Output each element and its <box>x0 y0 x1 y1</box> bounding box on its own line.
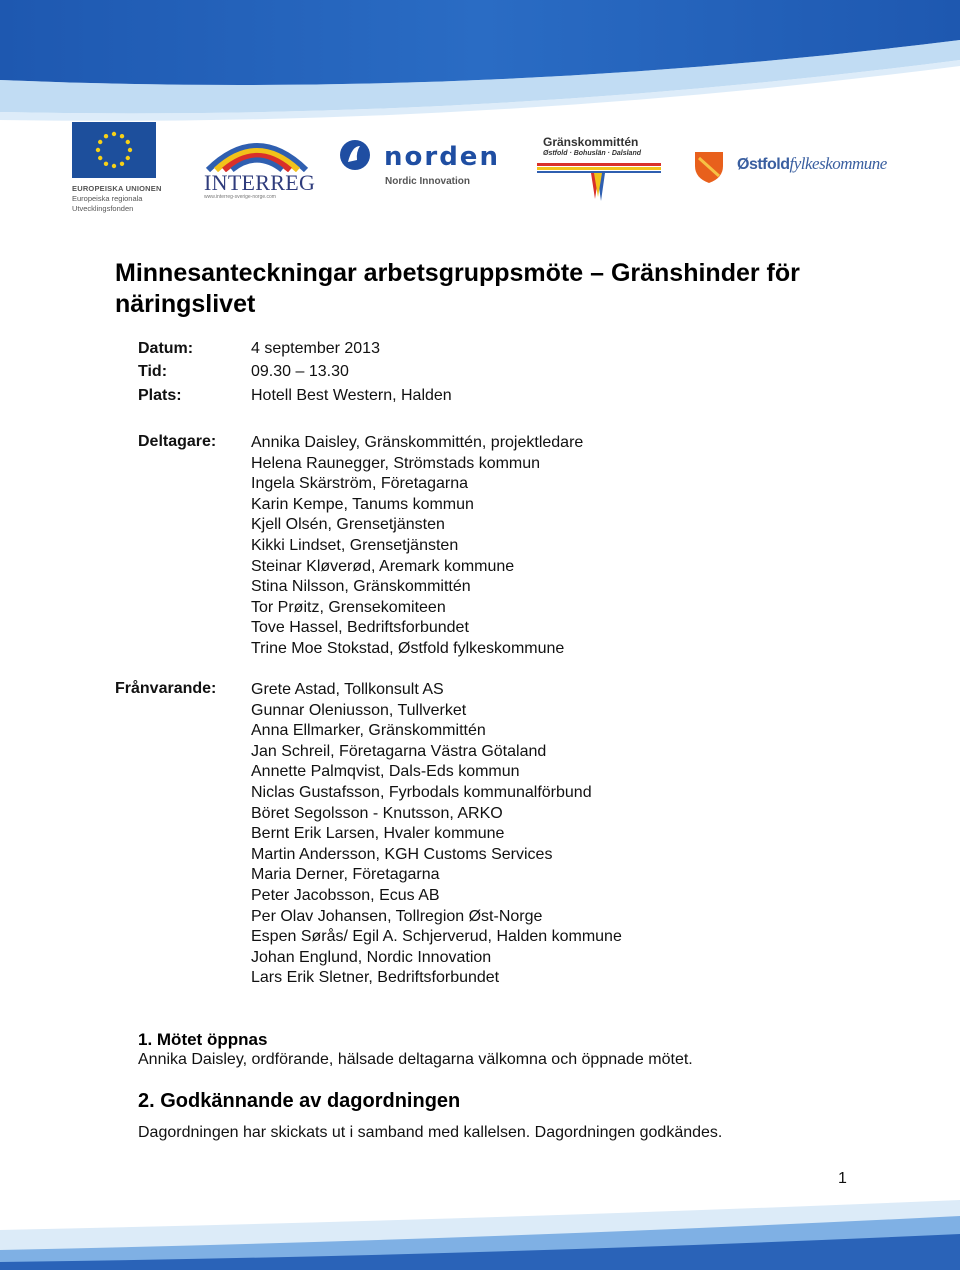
participant-item: Helena Raunegger, Strömstads kommun <box>251 454 541 472</box>
place-value: Hotell Best Western, Halden <box>251 387 452 404</box>
section-heading: 2. Godkännande av dagordningen <box>138 1090 461 1112</box>
participant-item: Karin Kempe, Tanums kommun <box>251 495 474 513</box>
ostfold-name <box>737 154 887 174</box>
participant-item: Annika Daisley, Gränskommittén, projektledare <box>251 434 584 451</box>
ostfold-name-b: fylkeskommune <box>789 154 887 173</box>
eu-logo-line: EUROPEISKA UNIONEN <box>72 184 162 193</box>
participants-list <box>251 433 583 660</box>
date-label: Datum: <box>138 340 194 357</box>
absent-item: Böret Segolsson - Knutsson, ARKO <box>251 804 503 822</box>
participant-item: Tove Hassel, Bedriftsforbundet <box>251 619 469 637</box>
participant-item: Ingela Skärström, Företagarna <box>251 475 468 493</box>
absent-item: Espen Sørås/ Egil A. Schjerverud, Halden kommune <box>251 928 622 946</box>
interreg-name: INTERREG <box>204 170 316 195</box>
absent-item: Jan Schreil, Företagarna Västra Götaland <box>251 742 547 760</box>
interreg-url: www.interreg-sverige-norge.com <box>204 194 276 200</box>
absent-item: Peter Jacobsson, Ecus AB <box>251 886 440 904</box>
participant-item: Steinar Kløverød, Aremark kommune <box>251 557 515 575</box>
interreg-logo <box>200 136 315 200</box>
granskommitten-name: Gränskommittén <box>543 135 639 149</box>
absent-item: Grete Astad, Tollkonsult AS <box>251 681 444 698</box>
eu-logo-line: Europeiska regionala <box>72 194 143 203</box>
eu-logo <box>72 122 172 222</box>
absent-item: Maria Derner, Företagarna <box>251 866 440 884</box>
absent-item: Annette Palmqvist, Dals-Eds kommun <box>251 763 520 781</box>
ostfold-name-a: Østfold <box>737 156 790 173</box>
section-heading: 1. Mötet öppnas <box>138 1030 268 1049</box>
section-text: Annika Daisley, ordförande, hälsade deltagarna välkomna och öppnade mötet. <box>138 1051 693 1068</box>
document-title: Minnesanteckningar arbetsgruppsmöte – Gränshinder för näringslivet <box>115 259 800 318</box>
norden-name: norden <box>384 142 500 172</box>
section-text: Dagordningen har skickats ut i samband med kallelsen. Dagordningen godkändes. <box>138 1124 723 1141</box>
absent-label: Frånvarande: <box>115 680 217 697</box>
eu-logo-line: Utvecklingsfonden <box>72 204 134 213</box>
participant-item: Kikki Lindset, Grensetjänsten <box>251 536 459 554</box>
absent-list <box>251 680 622 989</box>
time-value: 09.30 – 13.30 <box>251 363 349 380</box>
participant-item: Stina Nilsson, Gränskommittén <box>251 578 471 596</box>
participant-item: Tor Prøitz, Grensekomiteen <box>251 598 446 616</box>
header-band <box>0 0 960 130</box>
norden-subtitle: Nordic Innovation <box>385 176 470 187</box>
absent-item: Niclas Gustafsson, Fyrbodals kommunalförbund <box>251 783 592 801</box>
shield-icon <box>693 150 725 184</box>
absent-item: Lars Erik Sletner, Bedriftsforbundet <box>251 969 500 987</box>
participant-item: Trine Moe Stokstad, Østfold fylkeskommune <box>251 639 565 657</box>
ostfold-logo <box>693 148 903 188</box>
participants-label: Deltagare: <box>138 433 217 450</box>
absent-item: Johan Englund, Nordic Innovation <box>251 948 492 966</box>
participant-item: Kjell Olsén, Grensetjänsten <box>251 516 445 534</box>
place-label: Plats: <box>138 387 182 404</box>
granskommitten-subtitle: Østfold · Bohuslän · Dalsland <box>543 150 642 157</box>
ribbon-icon <box>535 159 665 203</box>
granskommitten-logo <box>535 135 665 205</box>
absent-item: Per Olav Johansen, Tollregion Øst-Norge <box>251 907 543 925</box>
time-label: Tid: <box>138 363 168 380</box>
eu-flag-icon <box>72 122 156 178</box>
absent-item: Anna Ellmarker, Gränskommittén <box>251 722 486 740</box>
footer-band <box>0 1180 960 1270</box>
norden-logo <box>338 138 508 192</box>
date-value: 4 september 2013 <box>251 340 380 357</box>
swan-icon <box>338 138 374 174</box>
absent-item: Gunnar Oleniusson, Tullverket <box>251 701 467 719</box>
interreg-arc-icon <box>200 136 315 172</box>
page-number: 1 <box>838 1170 847 1187</box>
absent-item: Bernt Erik Larsen, Hvaler kommune <box>251 825 505 843</box>
absent-item: Martin Andersson, KGH Customs Services <box>251 845 553 863</box>
eu-logo-text <box>72 184 162 214</box>
